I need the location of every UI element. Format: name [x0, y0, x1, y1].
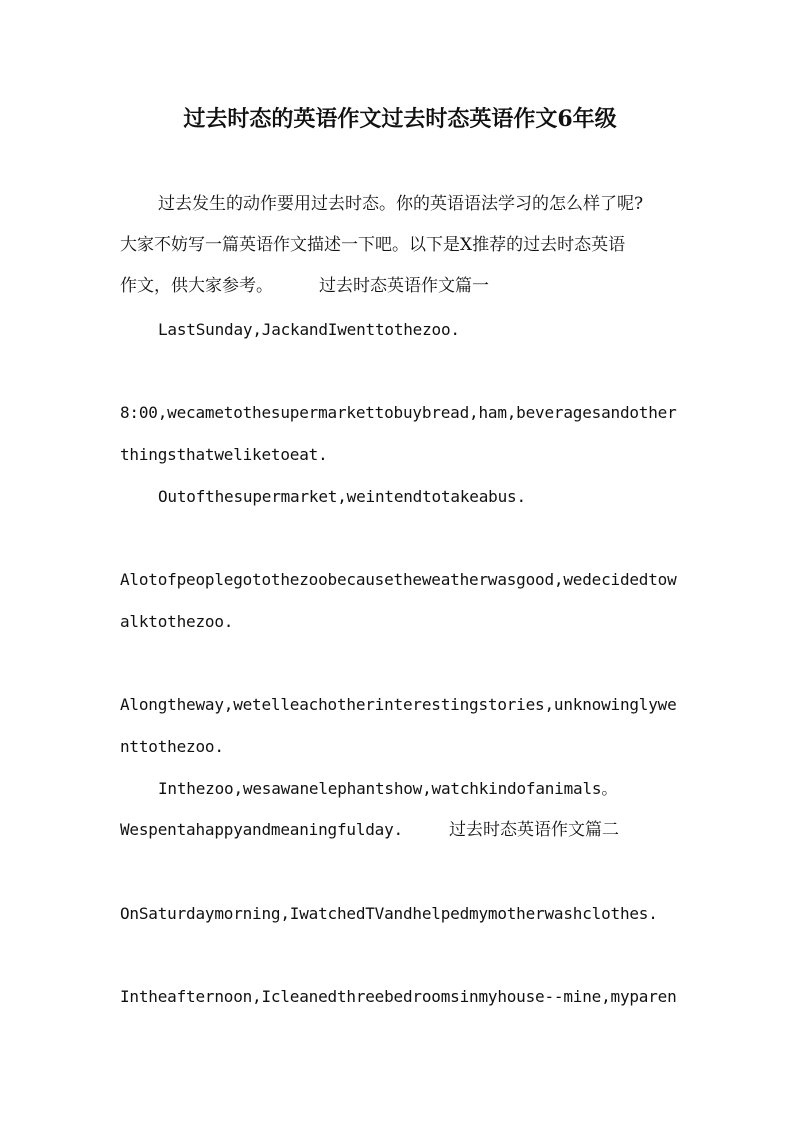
paragraph-3: Outofthesupermarket,weintendtotakeabus. [158, 487, 526, 506]
paragraph-8: OnSaturdaymorning,IwatchedTVandhelpedmymotherwashclothes. [120, 904, 658, 923]
paragraph-7: Wespentahappyandmeaningfulday. [120, 820, 403, 839]
paragraph-6: Inthezoo,wesawanelephantshow,watchkindofanimals。 [158, 779, 618, 798]
intro-line-3-text: 作文，供大家参考。 [120, 276, 273, 296]
paragraph-2-line-1: 8:00,wecametothesupermarkettobuybread,ham,beveragesandother [120, 403, 677, 422]
paragraph-5-line-1: Alongtheway,wetelleachotherinterestingstories,unknowinglywe [120, 695, 677, 714]
paragraph-7-line [120, 818, 619, 842]
intro-line-3 [120, 274, 489, 298]
document-title: 过去时态的英语作文过去时态英语作文6年级 [183, 106, 617, 132]
section-heading-1: 过去时态英语作文篇一 [319, 276, 489, 296]
intro-line-2: 大家不妨写一篇英语作文描述一下吧。以下是X推荐的过去时态英语 [120, 235, 626, 255]
paragraph-2-line-2: thingsthatweliketoeat. [120, 445, 328, 464]
paragraph-5-line-2: nttothezoo. [120, 737, 224, 756]
intro-line-1: 过去发生的动作要用过去时态。你的英语语法学习的怎么样了呢? [158, 194, 644, 214]
paragraph-9-line-1: Intheafternoon,Icleanedthreebedroomsinmyhouse--mine,myparen [120, 987, 677, 1006]
paragraph-4-line-1: Alotofpeoplegotothezoobecausetheweatherwasgood,wedecidedtow [120, 570, 677, 589]
paragraph-1: LastSunday,JackandIwenttothezoo. [158, 320, 460, 339]
section-heading-2: 过去时态英语作文篇二 [449, 820, 619, 840]
paragraph-4-line-2: alktothezoo. [120, 612, 234, 631]
